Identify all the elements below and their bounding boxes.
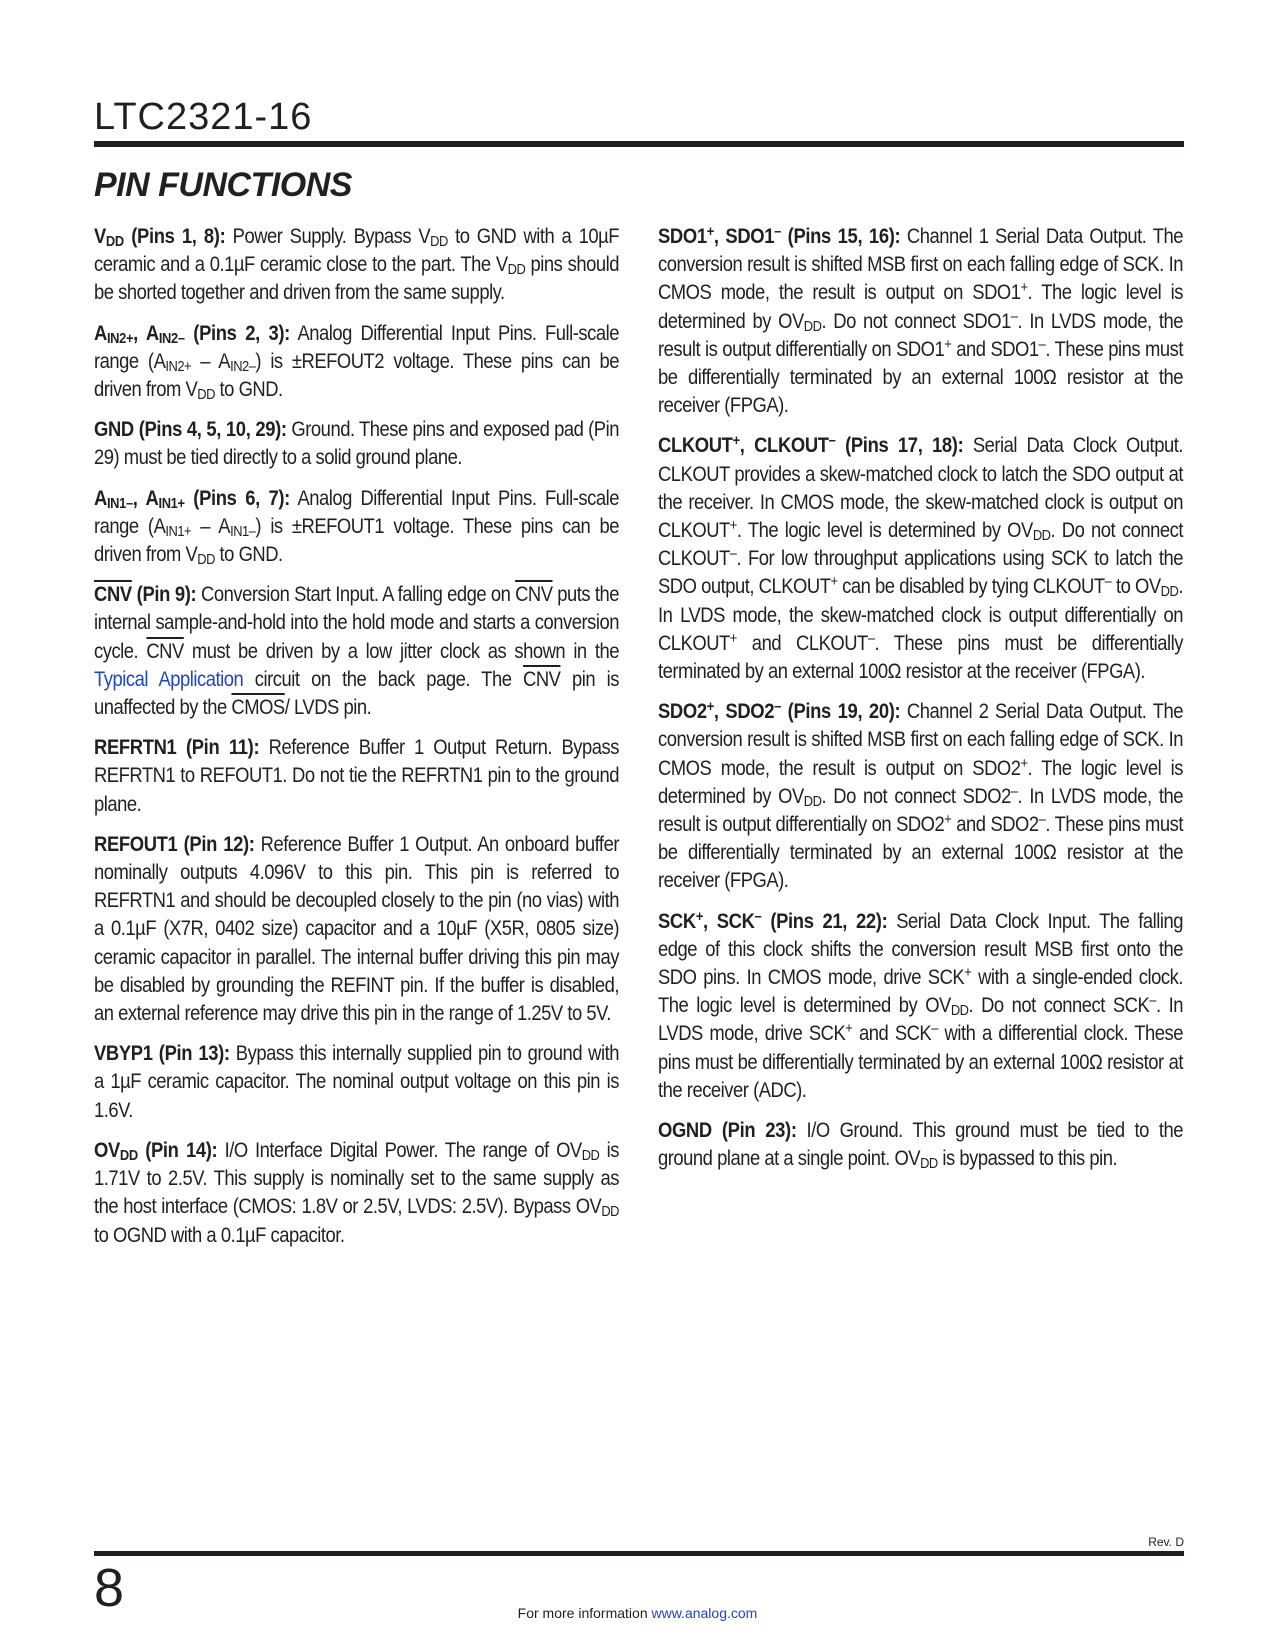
pin-vbyp1: VBYP1 (Pin 13): Bypass this internally supplied pin to ground with a 1µF ceramic capacitor. The nominal output voltage on this pin is 1.6V. bbox=[94, 1041, 619, 1122]
pin-sdo1: SDO1+, SDO1– (Pins 15, 16): Channel 1 Serial Data Output. The conversion result is shifted MSB first on each falling edge of SCK. In CMOS mode, the result is output on SDO1+. The logic level is determined by $OV_{DD}$. Do not connect SDO1–. In LVDS mode, the result is output differentially on SDO1+ and SDO1–. These pins must be differentially terminated by an external 100Ω resistor at the receiver (FPGA). bbox=[658, 223, 1183, 418]
right-column bbox=[658, 222, 1183, 1185]
pin-sck: SCK+, SCK– (Pins 21, 22): Serial Data Clock Input. The falling edge of this clock shifts the conversion result MSB first onto the SDO pins. In CMOS mode, drive SCK+ with a single-ended clock. The logic level is determined by $OV_{DD}$. Do not connect SCK–. In LVDS mode, drive SCK+ and SCK– with a differential clock. These pins must be differentially terminated by an external 100Ω resistor at the receiver (ADC). bbox=[658, 907, 1184, 1102]
pin-clkout: CLKOUT+, CLKOUT– (Pins 17, 18): Serial Data Clock Output. CLKOUT provides a skew-matched clock to latch the SDO output at the receiver. In CMOS mode, the skew-matched clock is output on CLKOUT+. The logic level is determined by $OV_{DD}$. Do not connect CLKOUT–. For low throughput applications using SCK to latch the SDO output, CLKOUT+ can be disabled by tying CLKOUT– to $OV_{DD}$. In LVDS mode, the skew-matched clock is output differentially on CLKOUT+ and CLKOUT–. These pins must be differentially terminated by an external 100Ω resistor at the receiver (FPGA). bbox=[658, 432, 1183, 684]
header-divider bbox=[94, 141, 1184, 147]
revision-label: Rev. D bbox=[1148, 1535, 1184, 1549]
pin-sdo2: SDO2+, SDO2– (Pins 19, 20): Channel 2 Serial Data Output. The conversion result is shifted MSB first on each falling edge of SCK. In CMOS mode, the result is output on SDO2+. The logic level is determined by $OV_{DD}$. Do not connect SDO2–. In LVDS mode, the result is output differentially on SDO2+ and SDO2–. These pins must be differentially terminated by an external 100Ω resistor at the receiver (FPGA). bbox=[658, 698, 1183, 893]
footer-info bbox=[0, 1605, 1275, 1621]
section-title: PIN FUNCTIONS bbox=[94, 166, 352, 204]
page-number: 8 bbox=[94, 1558, 125, 1618]
pin-vdd: $V_{DD}$ (Pins 1, 8): Power Supply. Bypass $V_{DD}$ to GND with a 10µF ceramic and a 0.1µF ceramic close to the part. The $V_{DD}$ pins should be shorted together and driven from the same supply. bbox=[94, 224, 619, 305]
footer-info-text: For more information bbox=[517, 1605, 648, 1621]
pin-ain2: $A_{IN2+}$, $A_{IN2-}$ (Pins 2, 3): Analog Differential Input Pins. Full-scale range $(A_{IN2+} - A_{IN2-})$ is ±REFOUT2 voltage. These pins can be driven from $V_{DD}$ to GND. bbox=[94, 320, 620, 404]
datasheet-part-number: LTC2321-16 bbox=[94, 96, 313, 138]
left-column bbox=[94, 222, 619, 1261]
footer-divider bbox=[94, 1551, 1184, 1556]
pin-cnv: $\overline{CNV}$ (Pin 9): Conversion Start Input. A falling edge on $\overline{CNV}$ puts the internal sample-and-hold into the hold mode and starts a conversion cycle. $\overline{CNV}$ must be driven by a low jitter clock as shown in the Typical Application circuit on the back page. The $\overline{CNV}$ pin is unaffected by the CMOS/ LVDS pin. bbox=[94, 582, 620, 720]
pin-gnd: GND (Pins 4, 5, 10, 29): Ground. These pins and exposed pad (Pin 29) must be tied directly to a solid ground plane. bbox=[94, 417, 619, 470]
pin-ovdd: $OV_{DD}$ (Pin 14): I/O Interface Digital Power. The range of $OV_{DD}$ is 1.71V to 2.5V. This supply is nominally set to the same supply as the host interface (CMOS: 1.8V or 2.5V, LVDS: 2.5V). Bypass $OV_{DD}$ to OGND with a 0.1µF capacitor. bbox=[94, 1137, 619, 1247]
analog-website-link[interactable]: www.analog.com bbox=[651, 1605, 758, 1621]
typical-application-link[interactable]: Typical Application bbox=[94, 666, 244, 691]
pin-refout1: REFOUT1 (Pin 12): Reference Buffer 1 Output. An onboard buffer nominally outputs 4.096V to this pin. This pin is referred to REFRTN1 and should be decoupled closely to the pin (no vias) with a 0.1µF (X7R, 0402 size) capacitor and a 10µF (X5R, 0805 size) ceramic capacitor in parallel. The internal buffer driving this pin may be disabled by grounding the REFINT pin. If the buffer is disabled, an external reference may drive this pin in the range of 1.25V to 5V. bbox=[94, 831, 619, 1026]
pin-ain1: $A_{IN1-}$, $A_{IN1+}$ (Pins 6, 7): Analog Differential Input Pins. Full-scale range $(A_{IN1+} - A_{IN1-})$ is ±REFOUT1 voltage. These pins can be driven from $V_{DD}$ to GND. bbox=[94, 485, 620, 569]
pin-ognd: OGND (Pin 23): I/O Ground. This ground must be tied to the ground plane at a single point. $OV_{DD}$ is bypassed to this pin. bbox=[658, 1118, 1183, 1173]
pin-refrtn1: REFRTN1 (Pin 11): Reference Buffer 1 Output Return. Bypass REFRTN1 to REFOUT1. Do not tie the REFRTN1 pin to the ground plane. bbox=[94, 735, 619, 816]
